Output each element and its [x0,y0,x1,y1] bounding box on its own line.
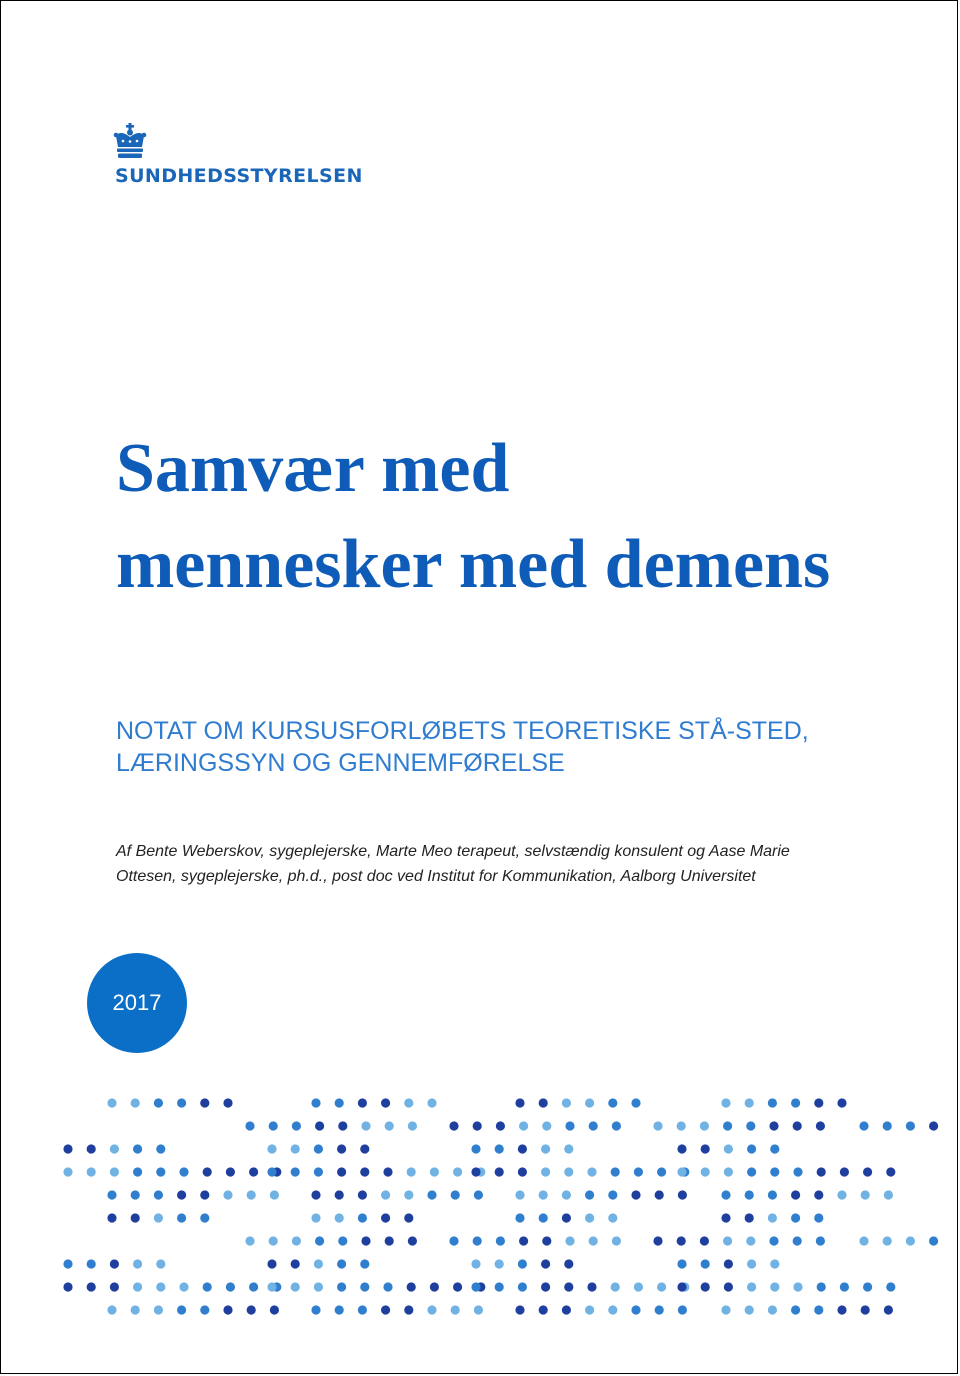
pattern-dot [385,1121,394,1130]
pattern-dot [562,1213,571,1222]
pattern-dot [745,1190,754,1199]
pattern-dot [859,1236,868,1245]
pattern-dot [179,1282,188,1291]
pattern-dot [360,1282,369,1291]
pattern-dot [747,1144,756,1153]
pattern-dot [314,1167,323,1176]
pattern-dot [203,1167,212,1176]
pattern-dot [335,1305,344,1314]
pattern-dot [883,1121,892,1130]
pattern-dot [131,1305,140,1314]
pattern-dot [814,1213,823,1222]
pattern-dot [154,1098,163,1107]
pattern-dot [291,1259,300,1268]
pattern-dot [496,1121,505,1130]
pattern-dot [518,1282,527,1291]
pattern-dot [769,1121,778,1130]
pattern-dot [542,1121,551,1130]
pattern-dot [678,1305,687,1314]
pattern-dot [453,1282,462,1291]
pattern-dot [110,1167,119,1176]
pattern-dot [700,1121,709,1130]
pattern-dot [223,1098,232,1107]
pattern-dot [861,1305,870,1314]
pattern-dot [131,1190,140,1199]
pattern-dot [337,1144,346,1153]
pattern-dot [768,1098,777,1107]
pattern-dot [247,1190,256,1199]
pattern-dot [515,1305,524,1314]
pattern-dot [451,1305,460,1314]
pattern-dot [200,1213,209,1222]
pattern-dot [837,1098,846,1107]
dot-pattern [1,1081,958,1331]
pattern-dot [338,1236,347,1245]
pattern-dot [291,1167,300,1176]
pattern-dot [247,1305,256,1314]
pattern-dot [612,1121,621,1130]
pattern-dot [269,1236,278,1245]
pattern-dot [358,1213,367,1222]
pattern-dot [814,1098,823,1107]
pattern-dot [701,1167,710,1176]
pattern-dot [495,1259,504,1268]
year-badge: 2017 [87,953,187,1053]
pattern-dot [589,1121,598,1130]
pattern-dot [564,1259,573,1268]
pattern-dot [451,1190,460,1199]
pattern-dot [177,1190,186,1199]
pattern-dot [747,1259,756,1268]
pattern-dot [677,1236,686,1245]
pattern-dot [724,1167,733,1176]
pattern-dot [226,1167,235,1176]
pattern-dot [608,1213,617,1222]
pattern-dot [311,1190,320,1199]
pattern-dot [226,1282,235,1291]
pattern-dot [539,1098,548,1107]
pattern-dot [133,1282,142,1291]
pattern-dot [565,1121,574,1130]
pattern-dot [63,1282,72,1291]
pattern-dot [723,1236,732,1245]
pattern-dot [653,1236,662,1245]
pattern-dot [816,1236,825,1245]
pattern-dot [631,1190,640,1199]
pattern-dot [291,1144,300,1153]
pattern-dot [791,1305,800,1314]
pattern-dot [496,1236,505,1245]
pattern-dot [929,1236,938,1245]
pattern-dot [721,1098,730,1107]
pattern-dot [270,1190,279,1199]
pattern-dot [721,1305,730,1314]
authors-text: Af Bente Weberskov, sygeplejerske, Marte Meo terapeut, selvstændig konsulent og Aase Marie Ottesen, sygeplejerske, ph.d., post doc ved Institut for Kommunikation, Aalborg Universitet [116,843,790,885]
pattern-dot [655,1305,664,1314]
pattern-dot [587,1282,596,1291]
pattern-dot [200,1098,209,1107]
pattern-dot [770,1144,779,1153]
pattern-dot [585,1213,594,1222]
pattern-dot [634,1167,643,1176]
pattern-dot [701,1282,710,1291]
pattern-dot [404,1098,413,1107]
pattern-dot [631,1305,640,1314]
pattern-dot [542,1236,551,1245]
pattern-dot [449,1236,458,1245]
pattern-dot [87,1144,96,1153]
pattern-dot [408,1236,417,1245]
crown-icon [113,123,147,159]
pattern-dot [249,1282,258,1291]
pattern-dot [427,1190,436,1199]
pattern-dot [883,1236,892,1245]
pattern-dot [724,1282,733,1291]
pattern-dot [249,1167,258,1176]
pattern-dot [269,1121,278,1130]
pattern-dot [608,1098,617,1107]
pattern-dot [474,1190,483,1199]
pattern-dot [884,1190,893,1199]
pattern-dot [677,1144,686,1153]
pattern-dot [471,1282,480,1291]
pattern-dot [769,1236,778,1245]
pattern-dot [291,1282,300,1291]
pattern-dot [267,1259,276,1268]
pattern-dot [585,1098,594,1107]
pattern-dot [154,1305,163,1314]
pattern-dot [631,1098,640,1107]
pattern-dot [200,1305,209,1314]
pattern-dot [404,1190,413,1199]
pattern-dot [677,1167,686,1176]
pattern-dot [473,1236,482,1245]
pattern-dot [515,1098,524,1107]
pattern-dot [701,1259,710,1268]
pattern-dot [360,1144,369,1153]
pattern-dot [721,1213,730,1222]
pattern-dot [906,1236,915,1245]
pattern-dot [562,1098,571,1107]
pattern-dot [360,1167,369,1176]
pattern-dot [585,1190,594,1199]
pattern-dot [361,1121,370,1130]
pattern-dot [585,1305,594,1314]
pattern-dot [519,1236,528,1245]
pattern-dot [589,1236,598,1245]
pattern-dot [816,1121,825,1130]
pattern-dot [677,1282,686,1291]
pattern-dot [745,1305,754,1314]
pattern-dot [655,1190,664,1199]
pattern-dot [791,1190,800,1199]
pattern-dot [107,1305,116,1314]
pattern-dot [427,1305,436,1314]
pattern-dot [793,1282,802,1291]
pattern-dot [338,1121,347,1130]
pattern-dot [314,1282,323,1291]
pattern-dot [886,1167,895,1176]
pattern-dot [407,1282,416,1291]
pattern-dot [817,1282,826,1291]
pattern-dot [791,1098,800,1107]
pattern-dot [541,1259,550,1268]
document-title: Samvær med mennesker med demens [116,430,831,603]
pattern-dot [156,1144,165,1153]
pattern-dot [358,1190,367,1199]
pattern-dot [133,1167,142,1176]
pattern-dot [335,1190,344,1199]
pattern-dot [335,1213,344,1222]
pattern-dot [314,1259,323,1268]
pattern-dot [657,1282,666,1291]
pattern-dot [381,1190,390,1199]
pattern-dot [837,1305,846,1314]
pattern-dot [471,1144,480,1153]
pattern-dot [471,1259,480,1268]
pattern-dot [315,1236,324,1245]
pattern-dot [562,1305,571,1314]
pattern-dot [657,1167,666,1176]
pattern-dot [564,1144,573,1153]
pattern-dot [337,1259,346,1268]
pattern-dot [565,1236,574,1245]
pattern-dot [677,1121,686,1130]
pattern-dot [156,1259,165,1268]
pattern-dot [107,1190,116,1199]
pattern-dot [495,1167,504,1176]
pattern-dot [495,1144,504,1153]
pattern-dot [337,1282,346,1291]
pattern-dot [518,1167,527,1176]
pattern-dot [746,1236,755,1245]
pattern-dot [793,1236,802,1245]
pattern-dot [770,1167,779,1176]
pattern-dot [817,1167,826,1176]
pattern-dot [745,1098,754,1107]
pattern-dot [677,1259,686,1268]
pattern-dot [133,1259,142,1268]
pattern-dot [358,1305,367,1314]
pattern-dot [611,1167,620,1176]
pattern-dot [449,1121,458,1130]
pattern-dot [404,1305,413,1314]
pattern-dot [840,1282,849,1291]
pattern-dot [515,1213,524,1222]
pattern-dot [361,1236,370,1245]
document-subtitle: NOTAT OM KURSUSFORLØBETS TEORETISKE STÅ-STED, LÆRINGSSYN OG GENNEMFØRELSE [116,717,809,777]
pattern-dot [385,1236,394,1245]
pattern-dot [360,1259,369,1268]
pattern-dot [245,1121,254,1130]
pattern-dot [133,1144,142,1153]
pattern-dot [292,1121,301,1130]
pattern-dot [906,1121,915,1130]
pattern-dot [430,1167,439,1176]
pattern-dot [884,1305,893,1314]
pattern-dot [721,1190,730,1199]
pattern-dot [267,1167,276,1176]
pattern-dot [541,1167,550,1176]
pattern-dot [430,1282,439,1291]
pattern-dot [404,1213,413,1222]
pattern-dot [562,1190,571,1199]
pattern-dot [793,1121,802,1130]
pattern-dot [408,1121,417,1130]
pattern-dot [63,1167,72,1176]
pattern-dot [863,1167,872,1176]
pattern-dot [270,1305,279,1314]
pattern-dot [311,1213,320,1222]
pattern-dot [131,1098,140,1107]
pattern-dot [814,1305,823,1314]
pattern-dot [87,1259,96,1268]
pattern-dot [381,1305,390,1314]
pattern-dot [519,1121,528,1130]
pattern-dot [131,1213,140,1222]
pattern-dot [701,1144,710,1153]
pattern-dot [177,1098,186,1107]
pattern-dot [564,1282,573,1291]
pattern-dot [314,1144,323,1153]
pattern-dot [515,1190,524,1199]
pattern-dot [177,1305,186,1314]
pattern-dot [700,1236,709,1245]
pattern-dot [768,1190,777,1199]
pattern-dot [886,1282,895,1291]
pattern-dot [63,1144,72,1153]
pattern-dot [474,1305,483,1314]
pattern-dot [267,1144,276,1153]
pattern-dot [859,1121,868,1130]
pattern-dot [746,1121,755,1130]
pattern-dot [471,1167,480,1176]
pattern-dot [541,1144,550,1153]
pattern-dot [745,1213,754,1222]
pattern-dot [223,1190,232,1199]
pattern-dot [335,1098,344,1107]
pattern-dot [179,1167,188,1176]
pattern-dot [587,1167,596,1176]
pattern-dot [612,1236,621,1245]
pattern-dot [311,1098,320,1107]
pattern-dot [723,1121,732,1130]
pattern-dot [539,1190,548,1199]
pattern-dot [315,1121,324,1130]
pattern-dot [87,1167,96,1176]
pattern-dot [63,1259,72,1268]
pattern-dot [156,1167,165,1176]
pattern-dot [861,1190,870,1199]
pattern-dot [793,1167,802,1176]
pattern-dot [724,1144,733,1153]
pattern-dot [311,1305,320,1314]
pattern-dot [611,1282,620,1291]
pattern-dot [110,1144,119,1153]
pattern-dot [200,1190,209,1199]
pattern-dot [678,1190,687,1199]
pattern-dot [791,1213,800,1222]
pattern-dot [495,1282,504,1291]
pattern-dot [245,1236,254,1245]
pattern-dot [381,1098,390,1107]
pattern-dot [724,1259,733,1268]
pattern-dot [653,1121,662,1130]
pattern-dot [107,1098,116,1107]
pattern-dot [770,1282,779,1291]
pattern-dot [768,1213,777,1222]
pattern-dot [110,1259,119,1268]
pattern-dot [337,1167,346,1176]
pattern-dot [541,1282,550,1291]
pattern-dot [747,1282,756,1291]
pattern-dot [381,1213,390,1222]
pattern-dot [107,1213,116,1222]
pattern-dot [154,1213,163,1222]
pattern-dot [110,1282,119,1291]
pattern-dot [177,1213,186,1222]
pattern-dot [770,1259,779,1268]
pattern-dot [608,1305,617,1314]
pattern-dot [427,1098,436,1107]
pattern-dot [203,1282,212,1291]
pattern-dot [267,1282,276,1291]
pattern-dot [358,1098,367,1107]
pattern-dot [539,1305,548,1314]
pattern-dot [768,1305,777,1314]
pattern-dot [837,1190,846,1199]
pattern-dot [747,1167,756,1176]
pattern-dot [840,1167,849,1176]
pattern-dot [539,1213,548,1222]
pattern-dot [407,1167,416,1176]
organization-name: SUNDHEDSSTYRELSEN [115,165,363,187]
pattern-dot [518,1144,527,1153]
pattern-dot [473,1121,482,1130]
pattern-dot [383,1282,392,1291]
pattern-dot [223,1305,232,1314]
pattern-dot [564,1167,573,1176]
pattern-dot [634,1282,643,1291]
pattern-dot [154,1190,163,1199]
pattern-dot [814,1190,823,1199]
pattern-dot [863,1282,872,1291]
pattern-dot [87,1282,96,1291]
pattern-dot [156,1282,165,1291]
pattern-dot [929,1121,938,1130]
pattern-dot [518,1259,527,1268]
pattern-dot [383,1167,392,1176]
pattern-dot [453,1167,462,1176]
pattern-dot [292,1236,301,1245]
pattern-dot [608,1190,617,1199]
